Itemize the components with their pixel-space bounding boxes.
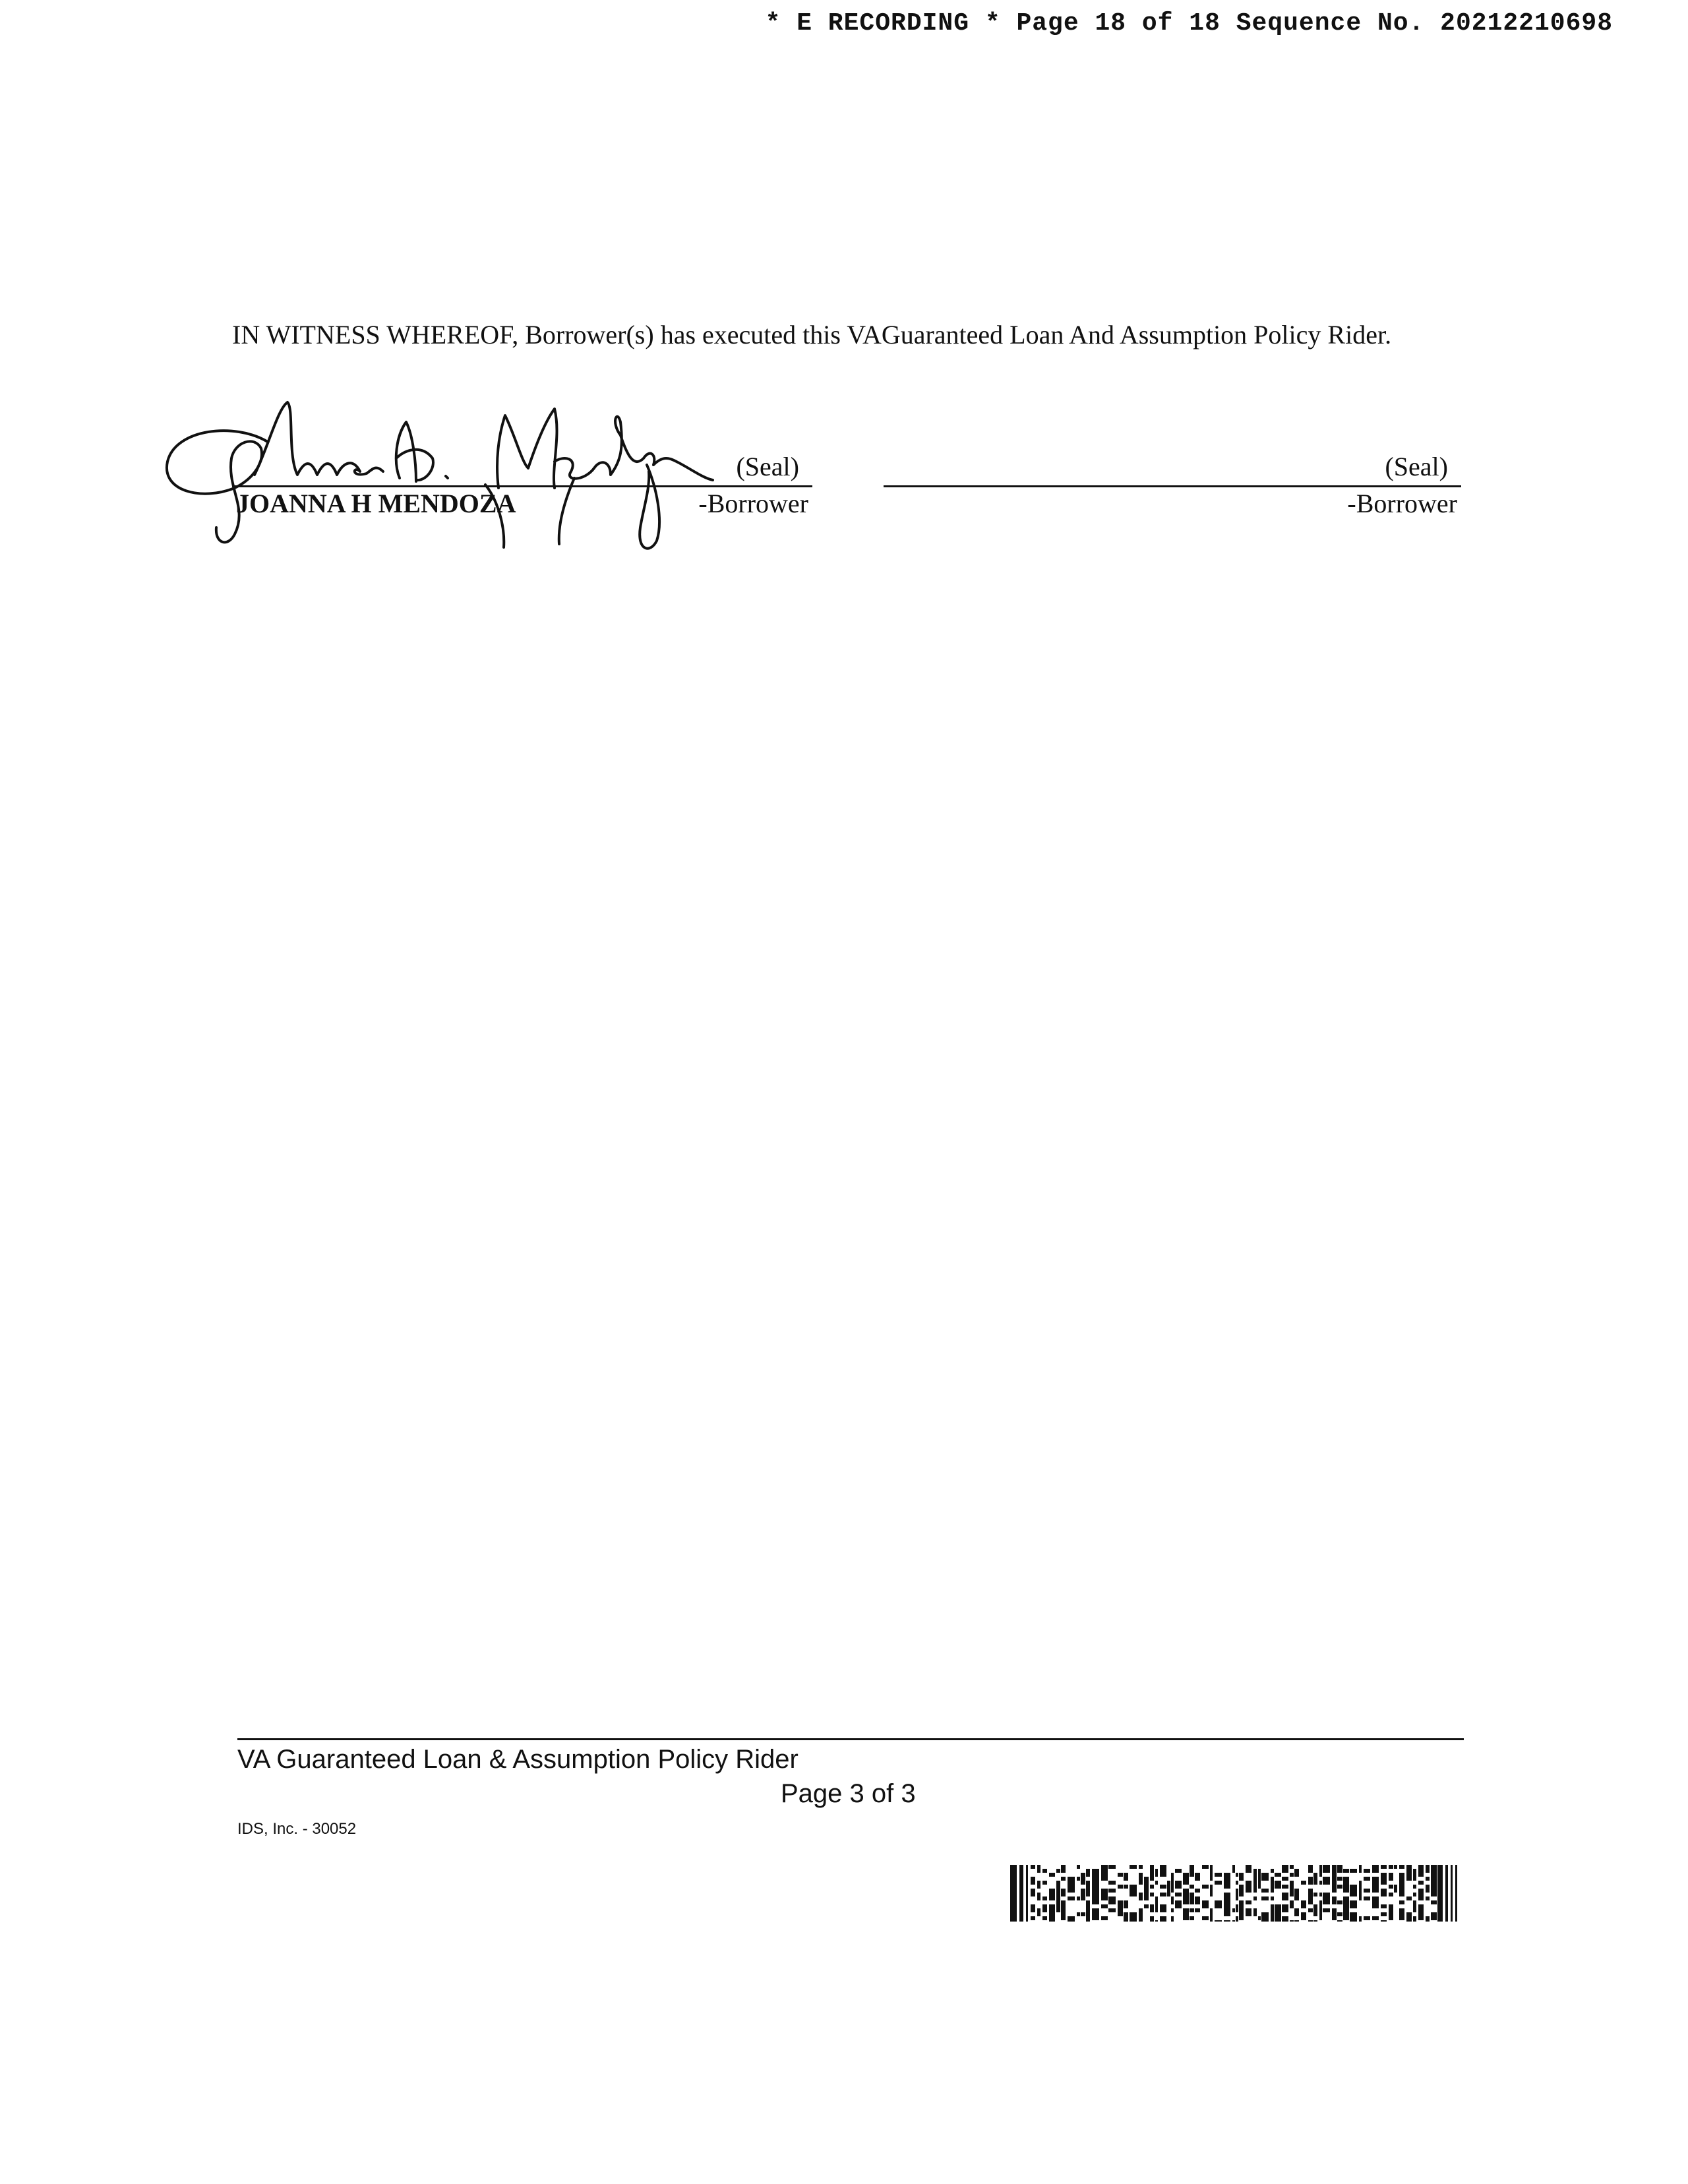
borrower-name: JOANNA H MENDOZA [236,489,516,518]
form-title: VA Guaranteed Loan & Assumption Policy Rider [237,1745,799,1774]
signature-line [884,485,1461,487]
form-code: IDS, Inc. - 30052 [237,1820,357,1838]
borrower-role-label: -Borrower [698,489,808,518]
barcode-icon [1010,1865,1460,1922]
signature-line [232,485,812,487]
borrower-role-label: -Borrower [1347,489,1457,518]
footer-divider [237,1738,1464,1740]
seal-label: (Seal) [736,452,799,481]
handwritten-signature-icon [156,396,723,554]
recording-header: * E RECORDING * Page 18 of 18 Sequence No. 20212210698 [765,9,1613,38]
page-number: Page 3 of 3 [781,1779,916,1808]
witness-paragraph: IN WITNESS WHEREOF, Borrower(s) has executed this VAGuaranteed Loan And Assumption Policy Rider. [232,320,1392,349]
seal-label: (Seal) [1385,452,1448,481]
